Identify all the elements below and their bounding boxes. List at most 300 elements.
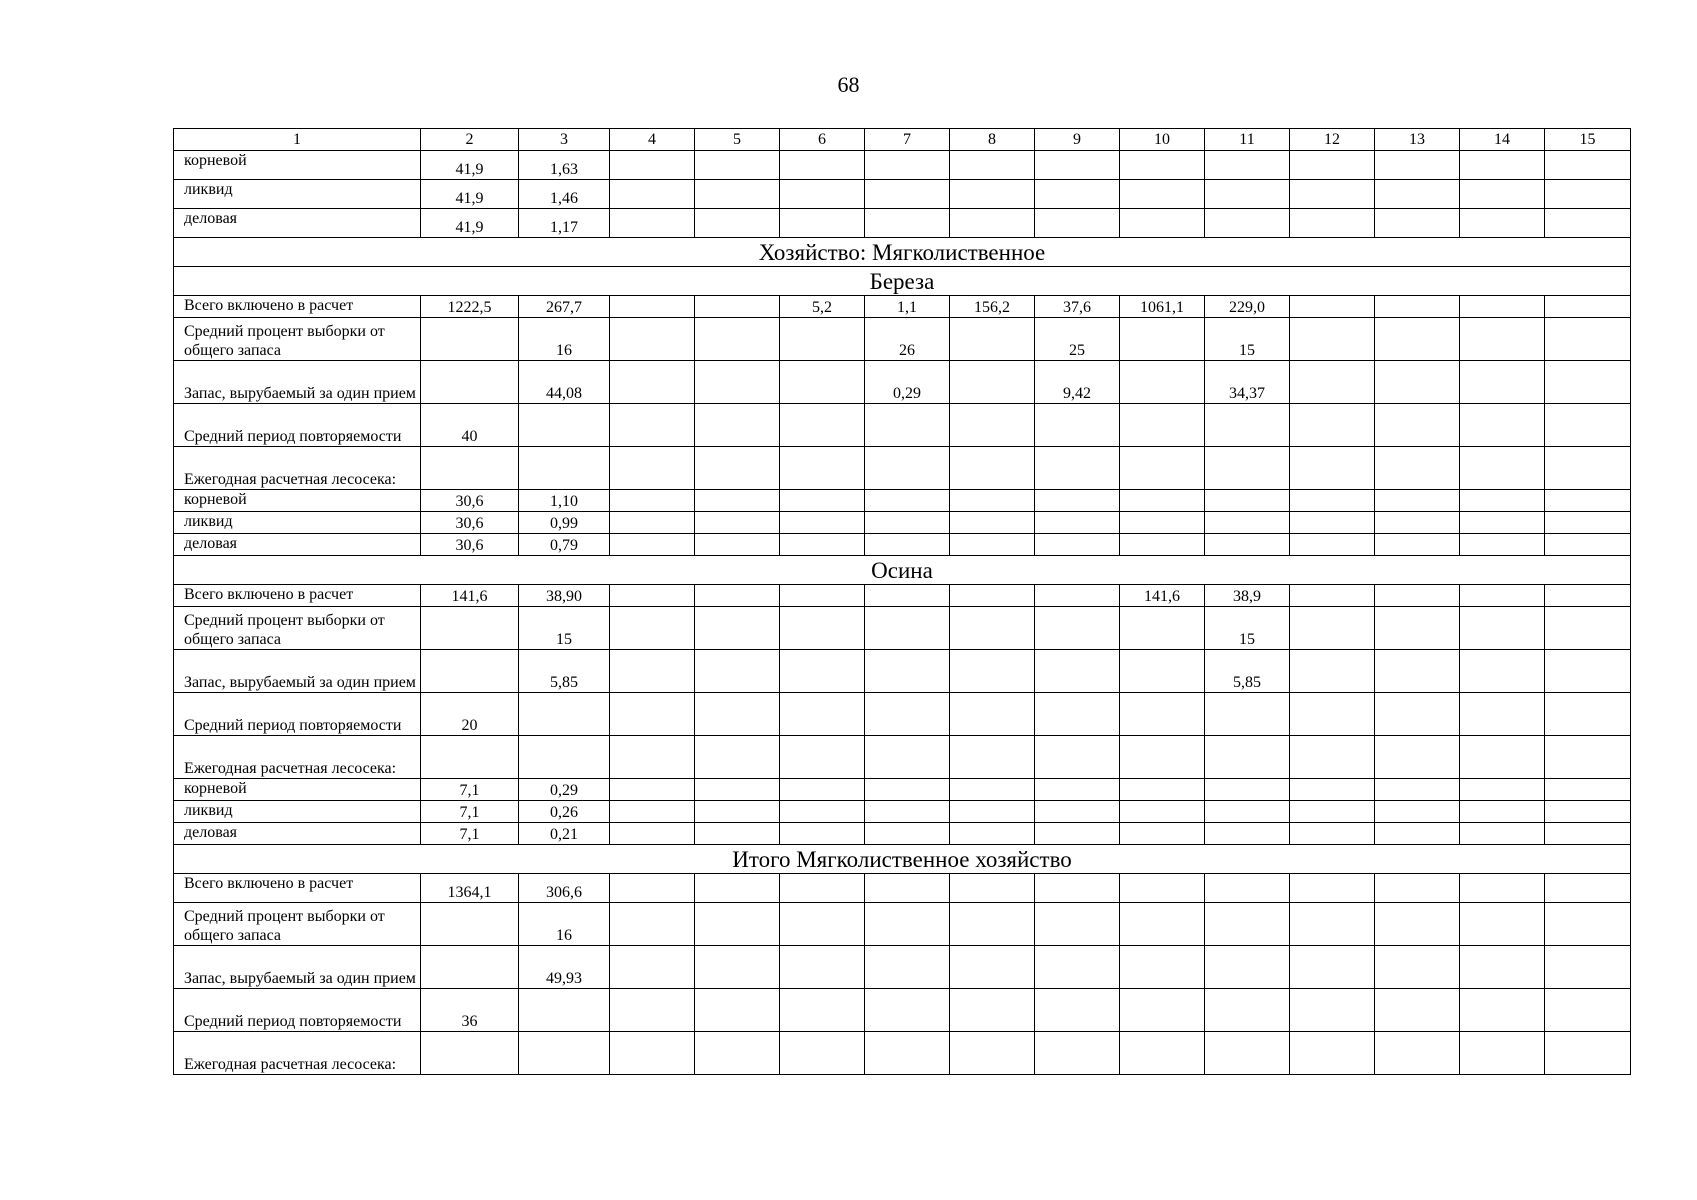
table-cell (695, 404, 780, 447)
table-cell (1035, 151, 1120, 180)
column-number-header-row (174, 129, 1631, 151)
table-cell: 15 (1205, 318, 1290, 361)
table-cell (780, 404, 865, 447)
table-cell (1375, 318, 1460, 361)
table-cell (1290, 180, 1375, 209)
table-row (174, 490, 1631, 512)
table-row (174, 180, 1631, 209)
table-cell (780, 512, 865, 534)
table-cell (1460, 1032, 1545, 1075)
table-cell (780, 534, 865, 556)
table-cell (1035, 946, 1120, 989)
table-cell (610, 318, 695, 361)
table-cell (865, 823, 950, 845)
table-cell: 1061,1 (1120, 296, 1205, 318)
table-cell (1035, 801, 1120, 823)
table-cell (1120, 693, 1205, 736)
table-cell (1290, 823, 1375, 845)
table-row (174, 318, 1631, 361)
table-row (174, 823, 1631, 845)
row-label: Средний процент выборки от общего запаса (174, 903, 421, 946)
table-cell (1290, 209, 1375, 238)
row-label: Запас, вырубаемый за один прием (174, 946, 421, 989)
table-cell (421, 607, 519, 650)
table-cell (1205, 512, 1290, 534)
table-cell: 156,2 (950, 296, 1035, 318)
row-label: Ежегодная расчетная лесосека: (174, 447, 421, 490)
table-cell (519, 693, 610, 736)
table-cell: 26 (865, 318, 950, 361)
table-cell (1375, 823, 1460, 845)
table-cell (950, 779, 1035, 801)
table-cell: 0,79 (519, 534, 610, 556)
table-cell (950, 693, 1035, 736)
table-cell (421, 361, 519, 404)
table-cell (1290, 989, 1375, 1032)
table-cell (1205, 946, 1290, 989)
table-cell (950, 1032, 1035, 1075)
table-cell (1035, 585, 1120, 607)
column-number: 5 (695, 129, 780, 151)
table-cell (1545, 650, 1631, 693)
row-label: Всего включено в расчет (174, 874, 421, 903)
table-cell (865, 180, 950, 209)
table-cell: 30,6 (421, 490, 519, 512)
table-cell (610, 779, 695, 801)
table-cell (780, 946, 865, 989)
table-cell: 229,0 (1205, 296, 1290, 318)
table-cell (1375, 1032, 1460, 1075)
table-cell (1375, 209, 1460, 238)
table-cell (1460, 693, 1545, 736)
table-cell (421, 946, 519, 989)
table-cell (1545, 874, 1631, 903)
table-cell (1205, 903, 1290, 946)
table-cell (1460, 318, 1545, 361)
table-cell (1290, 693, 1375, 736)
table-cell (421, 318, 519, 361)
table-cell (1290, 946, 1375, 989)
table-cell (1035, 490, 1120, 512)
table-cell (865, 1032, 950, 1075)
row-label: ликвид (174, 801, 421, 823)
table-cell: 141,6 (421, 585, 519, 607)
table-cell (1545, 903, 1631, 946)
table-cell (1460, 801, 1545, 823)
table-cell (695, 151, 780, 180)
table-cell: 0,99 (519, 512, 610, 534)
column-number: 4 (610, 129, 695, 151)
table-row (174, 607, 1631, 650)
table-cell (421, 1032, 519, 1075)
table-cell (1375, 151, 1460, 180)
table-cell (1290, 490, 1375, 512)
column-number: 6 (780, 129, 865, 151)
table-cell (1290, 1032, 1375, 1075)
table-row (174, 151, 1631, 180)
table-cell (865, 534, 950, 556)
table-cell: 1,17 (519, 209, 610, 238)
table-row (174, 404, 1631, 447)
table-cell (1035, 650, 1120, 693)
table-cell (695, 874, 780, 903)
table-cell: 267,7 (519, 296, 610, 318)
page-number: 68 (837, 72, 860, 97)
table-cell (695, 823, 780, 845)
table-cell (1205, 404, 1290, 447)
table-cell: 0,26 (519, 801, 610, 823)
table-cell: 16 (519, 318, 610, 361)
table-cell (1120, 823, 1205, 845)
table-cell (695, 490, 780, 512)
table-cell (1460, 512, 1545, 534)
table-cell (1290, 903, 1375, 946)
section-title: Хозяйство: Мягколиственное (174, 238, 1631, 267)
table-cell (1035, 779, 1120, 801)
table-cell (421, 650, 519, 693)
table-cell (1460, 989, 1545, 1032)
table-cell (1545, 318, 1631, 361)
column-number: 8 (950, 129, 1035, 151)
table-cell (1035, 736, 1120, 779)
table-cell (865, 801, 950, 823)
table-cell (1460, 361, 1545, 404)
table-row (174, 989, 1631, 1032)
table-cell (780, 447, 865, 490)
table-cell (1375, 180, 1460, 209)
table-cell (1375, 903, 1460, 946)
table-cell (1460, 903, 1545, 946)
table-cell (695, 209, 780, 238)
table-cell (865, 490, 950, 512)
row-label: Запас, вырубаемый за один прием (174, 361, 421, 404)
table-cell (780, 151, 865, 180)
row-label: Средний процент выборки от общего запаса (174, 607, 421, 650)
table-cell (1545, 151, 1631, 180)
table-cell (1460, 823, 1545, 845)
row-label: Средний процент выборки от общего запаса (174, 318, 421, 361)
table-cell (780, 490, 865, 512)
table-row (174, 447, 1631, 490)
table-cell (1375, 296, 1460, 318)
table-row (174, 296, 1631, 318)
table-cell (1120, 1032, 1205, 1075)
table-cell (1035, 823, 1120, 845)
table-cell (1375, 404, 1460, 447)
table-cell (1545, 534, 1631, 556)
row-label: ликвид (174, 512, 421, 534)
table-cell: 7,1 (421, 823, 519, 845)
table-row (174, 693, 1631, 736)
table-cell (1545, 693, 1631, 736)
table-cell (1290, 779, 1375, 801)
table-cell (1545, 296, 1631, 318)
table-cell (1545, 801, 1631, 823)
table-body (174, 129, 1631, 1075)
table-cell (950, 823, 1035, 845)
table-cell (1290, 650, 1375, 693)
table-row (174, 874, 1631, 903)
table-row (174, 946, 1631, 989)
table-cell (1205, 534, 1290, 556)
table-cell: 306,6 (519, 874, 610, 903)
table-cell (610, 490, 695, 512)
table-cell (519, 736, 610, 779)
table-cell (1545, 490, 1631, 512)
table-row (174, 1032, 1631, 1075)
table-cell: 5,2 (780, 296, 865, 318)
table-cell (780, 801, 865, 823)
table-cell (865, 989, 950, 1032)
table-cell (1035, 534, 1120, 556)
table-cell (1120, 903, 1205, 946)
table-cell: 0,29 (865, 361, 950, 404)
table-cell: 1,63 (519, 151, 610, 180)
table-cell (865, 447, 950, 490)
section-header-row (174, 238, 1631, 267)
table-cell (950, 903, 1035, 946)
table-cell (865, 693, 950, 736)
table-row (174, 534, 1631, 556)
table-cell (1205, 779, 1290, 801)
column-number: 13 (1375, 129, 1460, 151)
table-cell (780, 903, 865, 946)
table-cell (1375, 512, 1460, 534)
table-cell (950, 512, 1035, 534)
table-cell (695, 447, 780, 490)
table-cell (1035, 447, 1120, 490)
table-cell (865, 903, 950, 946)
table-cell (1035, 1032, 1120, 1075)
table-cell (610, 989, 695, 1032)
table-cell (1035, 693, 1120, 736)
table-cell (780, 693, 865, 736)
table-cell (1120, 779, 1205, 801)
table-cell (1120, 490, 1205, 512)
section-header-row (174, 556, 1631, 585)
table-cell (1460, 779, 1545, 801)
table-cell (780, 209, 865, 238)
table-cell (780, 585, 865, 607)
table-cell (1035, 903, 1120, 946)
table-cell (1375, 585, 1460, 607)
table-cell (780, 736, 865, 779)
table-cell (865, 404, 950, 447)
row-label: Средний период повторяемости (174, 989, 421, 1032)
table-cell: 41,9 (421, 151, 519, 180)
table-cell (1035, 404, 1120, 447)
table-cell (610, 736, 695, 779)
table-cell (695, 650, 780, 693)
table-cell (950, 946, 1035, 989)
table-cell (1290, 801, 1375, 823)
table-cell (1035, 989, 1120, 1032)
table-cell (1205, 989, 1290, 1032)
table-cell (610, 296, 695, 318)
table-cell (1120, 318, 1205, 361)
table-cell (1290, 736, 1375, 779)
table-cell: 1,46 (519, 180, 610, 209)
table-cell (950, 650, 1035, 693)
column-number: 14 (1460, 129, 1545, 151)
table-row (174, 903, 1631, 946)
row-label: Всего включено в расчет (174, 585, 421, 607)
table-cell (519, 447, 610, 490)
table-cell (1545, 209, 1631, 238)
table-cell (1460, 151, 1545, 180)
table-cell (1375, 779, 1460, 801)
table-cell (1460, 946, 1545, 989)
section-title: Осина (174, 556, 1631, 585)
table-cell (1545, 736, 1631, 779)
table-cell (1120, 801, 1205, 823)
column-number: 2 (421, 129, 519, 151)
table-cell: 15 (519, 607, 610, 650)
table-cell (1375, 650, 1460, 693)
row-label: Ежегодная расчетная лесосека: (174, 736, 421, 779)
table-cell (780, 989, 865, 1032)
table-cell: 37,6 (1035, 296, 1120, 318)
row-label: деловая (174, 534, 421, 556)
table-cell (695, 779, 780, 801)
table-cell (610, 607, 695, 650)
table-cell (780, 874, 865, 903)
table-cell: 5,85 (1205, 650, 1290, 693)
table-row (174, 801, 1631, 823)
table-cell (695, 361, 780, 404)
table-cell (1205, 490, 1290, 512)
table-cell (695, 989, 780, 1032)
table-cell (780, 318, 865, 361)
table-cell (865, 512, 950, 534)
table-row (174, 361, 1631, 404)
table-cell (1460, 490, 1545, 512)
table-cell (865, 650, 950, 693)
table-cell (421, 447, 519, 490)
section-header-row (174, 267, 1631, 296)
row-label: деловая (174, 823, 421, 845)
row-label: Запас, вырубаемый за один прием (174, 650, 421, 693)
table-cell (610, 874, 695, 903)
table-cell (1290, 534, 1375, 556)
forest-calculation-table (173, 128, 1631, 1075)
table-cell (780, 180, 865, 209)
table-cell (1545, 512, 1631, 534)
table-cell (519, 989, 610, 1032)
table-row (174, 779, 1631, 801)
table-cell (519, 404, 610, 447)
table-cell (780, 1032, 865, 1075)
table-cell (1545, 989, 1631, 1032)
table-cell (1120, 874, 1205, 903)
table-cell (695, 736, 780, 779)
table-cell (695, 693, 780, 736)
section-title: Итого Мягколиственное хозяйство (174, 845, 1631, 874)
table-cell (1375, 874, 1460, 903)
table-cell (1545, 585, 1631, 607)
table-cell: 1,10 (519, 490, 610, 512)
table-cell (610, 209, 695, 238)
column-number: 9 (1035, 129, 1120, 151)
row-label: деловая (174, 209, 421, 238)
table-cell (950, 585, 1035, 607)
table-cell (950, 361, 1035, 404)
table-cell (865, 946, 950, 989)
table-cell (610, 361, 695, 404)
table-cell (1120, 989, 1205, 1032)
table-cell: 30,6 (421, 534, 519, 556)
table-cell: 1364,1 (421, 874, 519, 903)
table-cell (610, 180, 695, 209)
table-cell (1375, 447, 1460, 490)
table-row (174, 512, 1631, 534)
table-cell (1290, 607, 1375, 650)
table-cell (610, 404, 695, 447)
table-cell (865, 779, 950, 801)
table-cell (1375, 736, 1460, 779)
table-cell (1545, 404, 1631, 447)
table-cell (1460, 534, 1545, 556)
table-cell (950, 490, 1035, 512)
table-cell (610, 512, 695, 534)
table-cell (610, 693, 695, 736)
table-cell (1545, 607, 1631, 650)
row-label: Средний период повторяемости (174, 404, 421, 447)
table-cell: 1222,5 (421, 296, 519, 318)
table-cell (1290, 318, 1375, 361)
table-cell (865, 874, 950, 903)
table-cell (695, 801, 780, 823)
table-cell: 7,1 (421, 801, 519, 823)
table-cell: 7,1 (421, 779, 519, 801)
table-cell: 41,9 (421, 180, 519, 209)
row-label: корневой (174, 490, 421, 512)
table-cell (865, 585, 950, 607)
column-number: 3 (519, 129, 610, 151)
table-cell (695, 296, 780, 318)
table-cell: 0,29 (519, 779, 610, 801)
table-cell (1290, 296, 1375, 318)
table-cell (1545, 361, 1631, 404)
table-cell: 41,9 (421, 209, 519, 238)
table-cell: 15 (1205, 607, 1290, 650)
table-cell (1545, 180, 1631, 209)
table-cell (1205, 151, 1290, 180)
table-cell (1545, 946, 1631, 989)
table-cell (1205, 801, 1290, 823)
table-cell (610, 946, 695, 989)
table-row (174, 209, 1631, 238)
table-cell (780, 607, 865, 650)
table-cell (610, 447, 695, 490)
table-cell (1035, 512, 1120, 534)
table-cell (780, 823, 865, 845)
table-cell (1120, 650, 1205, 693)
table-cell (695, 180, 780, 209)
table-cell (1375, 693, 1460, 736)
table-cell: 20 (421, 693, 519, 736)
table-row (174, 736, 1631, 779)
table-cell (1460, 607, 1545, 650)
table-cell: 0,21 (519, 823, 610, 845)
table-cell (1120, 736, 1205, 779)
table-cell (780, 650, 865, 693)
table-cell (780, 779, 865, 801)
table-cell (1035, 209, 1120, 238)
table-cell (1205, 823, 1290, 845)
table-cell (1375, 989, 1460, 1032)
table-cell (950, 989, 1035, 1032)
